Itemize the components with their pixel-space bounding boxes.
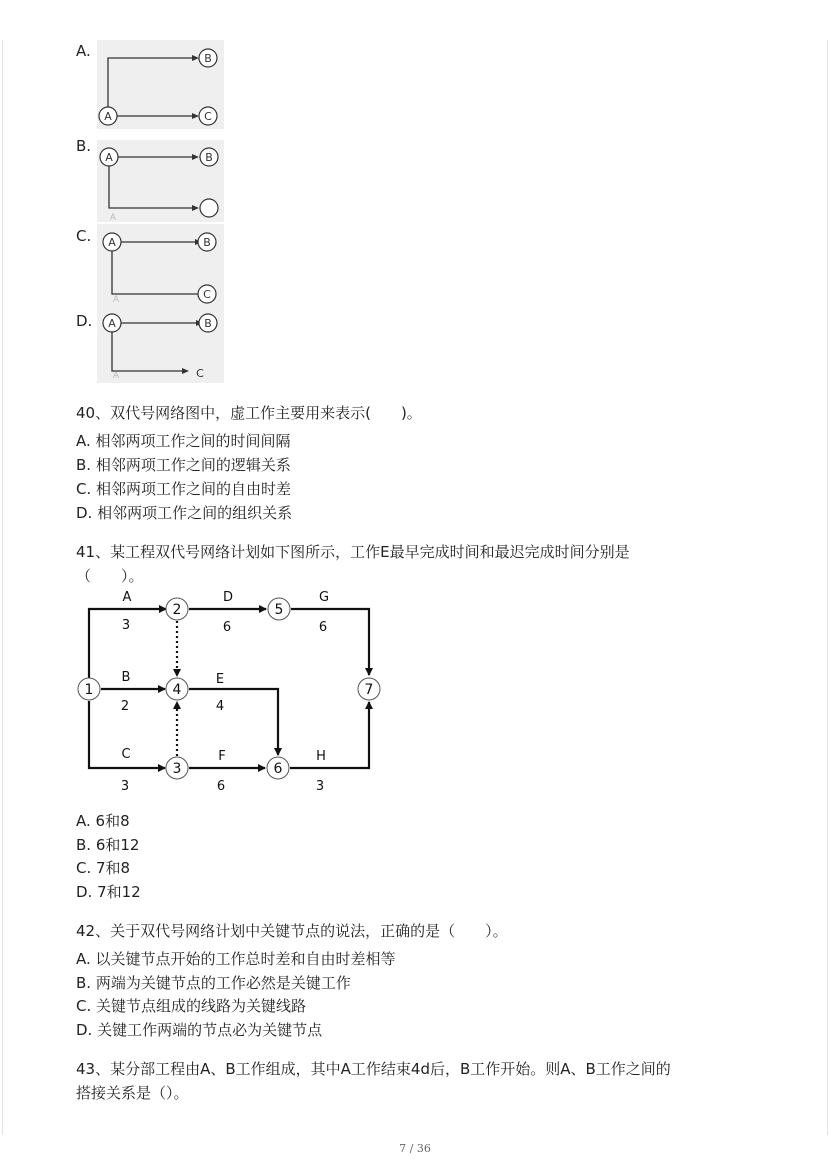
- activity-f-name: F: [218, 749, 226, 764]
- q41-option-c: C. 7和8: [76, 859, 131, 877]
- node-5: 5: [274, 602, 284, 618]
- option-d-node-1: A: [108, 317, 116, 330]
- activity-e-duration: 4: [215, 699, 225, 714]
- q41-stem-line2: （ ）。: [76, 567, 144, 585]
- option-c-node-3: C: [203, 288, 211, 301]
- option-d-node-2: B: [204, 317, 212, 330]
- q42-stem: 42、关于双代号网络计划中关键节点的说法，正确的是（ ）。: [76, 922, 508, 940]
- activity-c-name: C: [121, 747, 131, 762]
- arrow-g: [291, 609, 369, 675]
- activity-b-name: B: [121, 670, 131, 685]
- q41-stem-line1: 41、某工程双代号网络计划如下图所示，工作E最早完成时间和最迟完成时间分别是: [76, 543, 630, 561]
- option-c-diagram: [97, 224, 224, 306]
- page-edge-left: [2, 40, 3, 1135]
- q41-option-a: A. 6和8: [76, 812, 130, 830]
- q40-option-b: B. 相邻两项工作之间的逻辑关系: [76, 456, 291, 474]
- activity-b-duration: 2: [120, 699, 130, 714]
- q40-option-c: C. 相邻两项工作之间的自由时差: [76, 480, 292, 498]
- page-number: 7 / 36: [399, 1142, 431, 1155]
- option-b-faint-label: A: [109, 213, 117, 222]
- activity-c-duration: 3: [120, 779, 130, 794]
- q41-option-d: D. 7和12: [76, 883, 141, 901]
- node-7: 7: [364, 682, 374, 698]
- node-2: 2: [172, 602, 182, 618]
- option-a-node-3: C: [204, 110, 212, 123]
- activity-g-duration: 6: [318, 620, 328, 635]
- option-a-diagram: [97, 40, 224, 129]
- q42-option-d: D. 关键工作两端的节点必为关键节点: [76, 1021, 323, 1039]
- activity-d-name: D: [222, 590, 234, 605]
- node-4: 4: [172, 682, 182, 698]
- option-d-diagram: [97, 306, 224, 383]
- activity-e-name: E: [215, 672, 225, 687]
- q41-option-b: B. 6和12: [76, 836, 140, 854]
- q43-stem-line1: 43、某分部工程由A、B工作组成，其中A工作结束4d后，B工作开始。则A、B工作之间的: [76, 1060, 671, 1078]
- activity-g-name: G: [318, 590, 330, 605]
- page-edge-right: [827, 40, 828, 1135]
- node-6: 6: [273, 761, 283, 777]
- q40-option-d: D. 相邻两项工作之间的组织关系: [76, 504, 293, 522]
- option-b-diagram: [97, 140, 224, 222]
- option-a-node-1: A: [104, 110, 112, 123]
- activity-h-duration: 3: [315, 779, 325, 794]
- q40-option-a: A. 相邻两项工作之间的时间间隔: [76, 432, 291, 450]
- option-c-label: C.: [76, 227, 92, 245]
- q42-option-a: A. 以关键节点开始的工作总时差和自由时差相等: [76, 950, 396, 968]
- option-c-node-1: A: [108, 236, 116, 249]
- option-d-faint-label: A: [112, 371, 120, 381]
- node-3: 3: [172, 761, 182, 777]
- option-a-label: A.: [76, 42, 91, 60]
- activity-a-duration: 3: [121, 618, 131, 633]
- option-b-node-1: A: [105, 151, 113, 164]
- q43-stem-line2: 搭接关系是（）。: [76, 1084, 189, 1102]
- activity-d-duration: 6: [222, 620, 232, 635]
- activity-h-name: H: [316, 749, 326, 764]
- activity-a-name: A: [122, 590, 132, 605]
- option-b-node-2: B: [205, 151, 213, 164]
- option-a-node-2: B: [204, 52, 212, 65]
- q42-option-b: B. 两端为关键节点的工作必然是关键工作: [76, 974, 351, 992]
- option-d-node-3: C: [196, 367, 204, 380]
- q42-option-c: C. 关键节点组成的线路为关键线路: [76, 997, 307, 1015]
- activity-f-duration: 6: [216, 779, 226, 794]
- q41-network-diagram: [70, 585, 390, 800]
- option-c-node-2: B: [203, 236, 211, 249]
- option-d-label: D.: [76, 312, 93, 330]
- arrow-h: [290, 702, 369, 768]
- option-b-label: B.: [76, 137, 92, 155]
- arrow-e: [189, 689, 278, 755]
- q40-stem: 40、双代号网络图中，虚工作主要用来表示( )。: [76, 404, 422, 422]
- node-1: 1: [84, 682, 94, 698]
- option-c-faint-label: A: [112, 295, 120, 305]
